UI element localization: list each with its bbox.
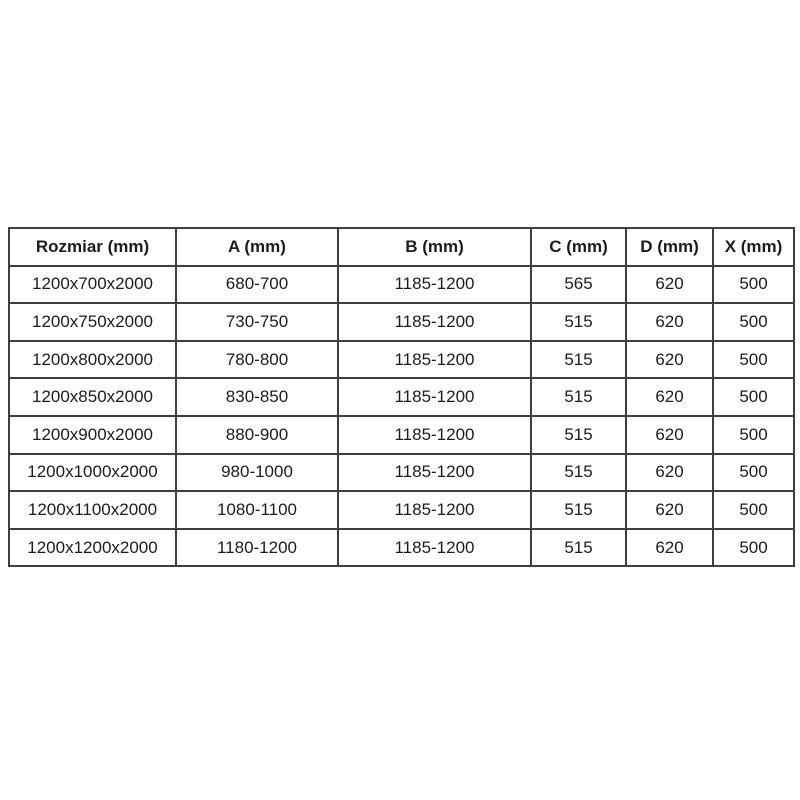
cell-b: 1185-1200 bbox=[338, 378, 531, 416]
dimensions-table-container bbox=[8, 227, 793, 567]
cell-b: 1185-1200 bbox=[338, 303, 531, 341]
col-header-a: A (mm) bbox=[176, 228, 338, 266]
cell-rozmiar: 1200x700x2000 bbox=[9, 266, 176, 304]
cell-c: 515 bbox=[531, 416, 626, 454]
cell-x: 500 bbox=[713, 454, 794, 492]
cell-a: 1180-1200 bbox=[176, 529, 338, 567]
cell-x: 500 bbox=[713, 303, 794, 341]
cell-rozmiar: 1200x850x2000 bbox=[9, 378, 176, 416]
cell-c: 515 bbox=[531, 341, 626, 379]
cell-d: 620 bbox=[626, 378, 713, 416]
cell-a: 1080-1100 bbox=[176, 491, 338, 529]
cell-b: 1185-1200 bbox=[338, 454, 531, 492]
col-header-x: X (mm) bbox=[713, 228, 794, 266]
cell-rozmiar: 1200x1100x2000 bbox=[9, 491, 176, 529]
cell-a: 880-900 bbox=[176, 416, 338, 454]
cell-d: 620 bbox=[626, 491, 713, 529]
col-header-c: C (mm) bbox=[531, 228, 626, 266]
table-row bbox=[9, 378, 794, 416]
cell-b: 1185-1200 bbox=[338, 341, 531, 379]
cell-a: 680-700 bbox=[176, 266, 338, 304]
cell-b: 1185-1200 bbox=[338, 416, 531, 454]
cell-d: 620 bbox=[626, 341, 713, 379]
cell-c: 515 bbox=[531, 491, 626, 529]
cell-rozmiar: 1200x1000x2000 bbox=[9, 454, 176, 492]
cell-b: 1185-1200 bbox=[338, 266, 531, 304]
cell-d: 620 bbox=[626, 303, 713, 341]
table-row bbox=[9, 491, 794, 529]
cell-a: 780-800 bbox=[176, 341, 338, 379]
cell-rozmiar: 1200x750x2000 bbox=[9, 303, 176, 341]
col-header-rozmiar: Rozmiar (mm) bbox=[9, 228, 176, 266]
cell-b: 1185-1200 bbox=[338, 529, 531, 567]
cell-a: 730-750 bbox=[176, 303, 338, 341]
cell-rozmiar: 1200x900x2000 bbox=[9, 416, 176, 454]
cell-x: 500 bbox=[713, 378, 794, 416]
cell-d: 620 bbox=[626, 416, 713, 454]
cell-c: 565 bbox=[531, 266, 626, 304]
cell-x: 500 bbox=[713, 491, 794, 529]
table-row bbox=[9, 454, 794, 492]
cell-x: 500 bbox=[713, 529, 794, 567]
table-row bbox=[9, 303, 794, 341]
cell-rozmiar: 1200x1200x2000 bbox=[9, 529, 176, 567]
col-header-d: D (mm) bbox=[626, 228, 713, 266]
table-row bbox=[9, 529, 794, 567]
cell-d: 620 bbox=[626, 454, 713, 492]
cell-x: 500 bbox=[713, 341, 794, 379]
cell-a: 830-850 bbox=[176, 378, 338, 416]
cell-d: 620 bbox=[626, 266, 713, 304]
cell-b: 1185-1200 bbox=[338, 491, 531, 529]
table-row bbox=[9, 416, 794, 454]
table-header-row bbox=[9, 228, 794, 266]
cell-c: 515 bbox=[531, 378, 626, 416]
cell-rozmiar: 1200x800x2000 bbox=[9, 341, 176, 379]
cell-c: 515 bbox=[531, 529, 626, 567]
cell-x: 500 bbox=[713, 266, 794, 304]
table-row bbox=[9, 266, 794, 304]
cell-c: 515 bbox=[531, 303, 626, 341]
cell-a: 980-1000 bbox=[176, 454, 338, 492]
cell-d: 620 bbox=[626, 529, 713, 567]
col-header-b: B (mm) bbox=[338, 228, 531, 266]
cell-c: 515 bbox=[531, 454, 626, 492]
table-row bbox=[9, 341, 794, 379]
dimensions-table bbox=[8, 227, 795, 567]
cell-x: 500 bbox=[713, 416, 794, 454]
